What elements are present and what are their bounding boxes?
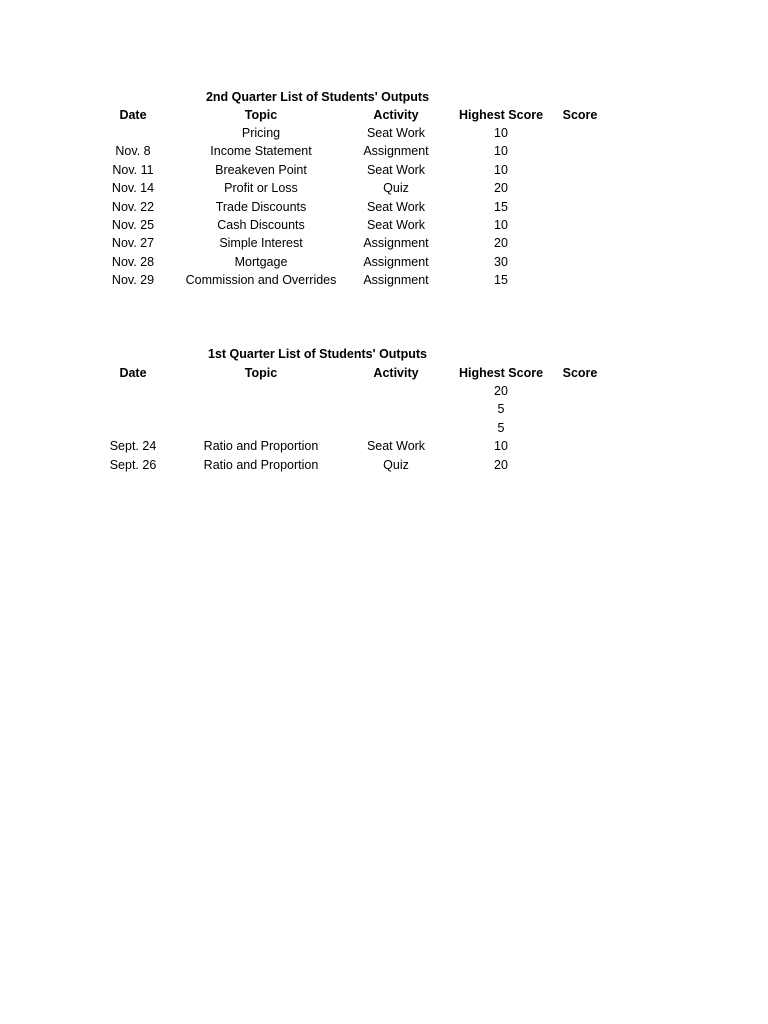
cell-score: [550, 382, 610, 400]
table-row: [0, 437, 768, 455]
cell-score: [550, 271, 610, 289]
cell-score: [550, 142, 610, 160]
table-row: [0, 179, 768, 197]
cell-highest-score: 5: [497, 420, 505, 435]
table-row: [0, 419, 768, 437]
cell-highest-score: 10: [494, 126, 508, 140]
cell-topic: [176, 382, 346, 400]
header-activity: Activity: [373, 365, 419, 380]
quarter1-header-row: [0, 364, 768, 382]
cell-highest-score: 20: [494, 383, 508, 398]
cell-score: [550, 419, 610, 437]
header-date: Date: [119, 108, 147, 122]
cell-activity: Quiz: [383, 457, 409, 472]
header-date: Date: [119, 365, 147, 380]
cell-score: [550, 456, 610, 474]
cell-activity: Seat Work: [366, 218, 426, 232]
cell-topic: Cash Discounts: [217, 218, 305, 232]
cell-activity: Seat Work: [366, 199, 426, 214]
cell-score: [550, 198, 610, 216]
cell-topic: Breakeven Point: [215, 162, 307, 177]
header-score: Score: [562, 365, 598, 380]
header-activity: Activity: [373, 108, 419, 122]
cell-date: [93, 400, 173, 418]
cell-score: [550, 161, 610, 179]
cell-score: [550, 253, 610, 271]
cell-activity: [351, 382, 441, 400]
cell-date: Sept. 26: [109, 457, 157, 472]
cell-date: Nov. 14: [111, 181, 155, 196]
cell-activity: [351, 400, 441, 418]
cell-activity: Seat Work: [366, 439, 426, 453]
cell-date: Sept. 24: [109, 439, 157, 453]
cell-highest-score: 10: [494, 439, 508, 453]
table-row: [0, 198, 768, 216]
table-row: [0, 382, 768, 400]
cell-topic: Ratio and Proportion: [203, 439, 319, 453]
cell-activity: Quiz: [383, 181, 409, 196]
cell-highest-score: 15: [494, 199, 508, 214]
table-row: [0, 234, 768, 252]
quarter2-header-row: [0, 106, 768, 124]
cell-topic: Profit or Loss: [224, 181, 298, 196]
cell-highest-score: 10: [494, 162, 508, 177]
header-highest-score: Highest Score: [458, 108, 544, 122]
cell-topic: Simple Interest: [219, 236, 303, 251]
cell-highest-score: 15: [494, 273, 508, 288]
table-row: [0, 161, 768, 179]
header-topic: Topic: [244, 108, 278, 122]
cell-topic: Ratio and Proportion: [203, 457, 319, 472]
cell-score: [550, 216, 610, 234]
cell-topic: Income Statement: [210, 144, 312, 159]
cell-date: Nov. 11: [112, 162, 154, 177]
cell-topic: [176, 400, 346, 418]
cell-highest-score: 20: [494, 457, 508, 472]
cell-date: [93, 124, 173, 142]
table-row: [0, 456, 768, 474]
cell-activity: Assignment: [363, 236, 429, 251]
table-row: [0, 400, 768, 418]
cell-topic: Mortgage: [234, 254, 288, 269]
cell-score: [550, 437, 610, 455]
table-row: [0, 216, 768, 234]
cell-topic: Commission and Overrides: [185, 273, 337, 288]
cell-date: Nov. 8: [115, 144, 151, 159]
cell-activity: Seat Work: [366, 126, 426, 140]
cell-activity: Assignment: [363, 273, 429, 288]
cell-topic: [176, 419, 346, 437]
table-row: [0, 142, 768, 160]
cell-activity: Assignment: [363, 144, 429, 159]
cell-date: [93, 382, 173, 400]
cell-topic: Pricing: [241, 126, 281, 140]
table-row: [0, 271, 768, 289]
cell-highest-score: 5: [497, 402, 505, 416]
header-topic: Topic: [244, 365, 278, 380]
header-highest-score: Highest Score: [458, 365, 544, 380]
cell-date: Nov. 29: [111, 273, 155, 288]
cell-highest-score: 20: [494, 181, 508, 196]
cell-topic: Trade Discounts: [215, 199, 307, 214]
quarter2-title: 2nd Quarter List of Students' Outputs: [205, 90, 430, 104]
cell-date: [93, 419, 173, 437]
table-row: [0, 124, 768, 142]
cell-score: [550, 400, 610, 418]
cell-date: Nov. 25: [111, 218, 155, 232]
cell-score: [550, 234, 610, 252]
cell-date: Nov. 28: [111, 254, 155, 269]
cell-highest-score: 30: [494, 254, 508, 269]
cell-activity: Assignment: [363, 254, 429, 269]
cell-activity: Seat Work: [366, 162, 426, 177]
cell-activity: [351, 419, 441, 437]
header-score: Score: [562, 108, 598, 122]
cell-date: Nov. 27: [111, 236, 155, 251]
quarter1-title: 1st Quarter List of Students' Outputs: [208, 347, 427, 361]
cell-score: [550, 179, 610, 197]
cell-score: [550, 124, 610, 142]
cell-highest-score: 10: [494, 218, 508, 232]
cell-highest-score: 20: [494, 236, 508, 251]
table-row: [0, 253, 768, 271]
cell-highest-score: 10: [494, 144, 508, 159]
cell-date: Nov. 22: [111, 199, 155, 214]
